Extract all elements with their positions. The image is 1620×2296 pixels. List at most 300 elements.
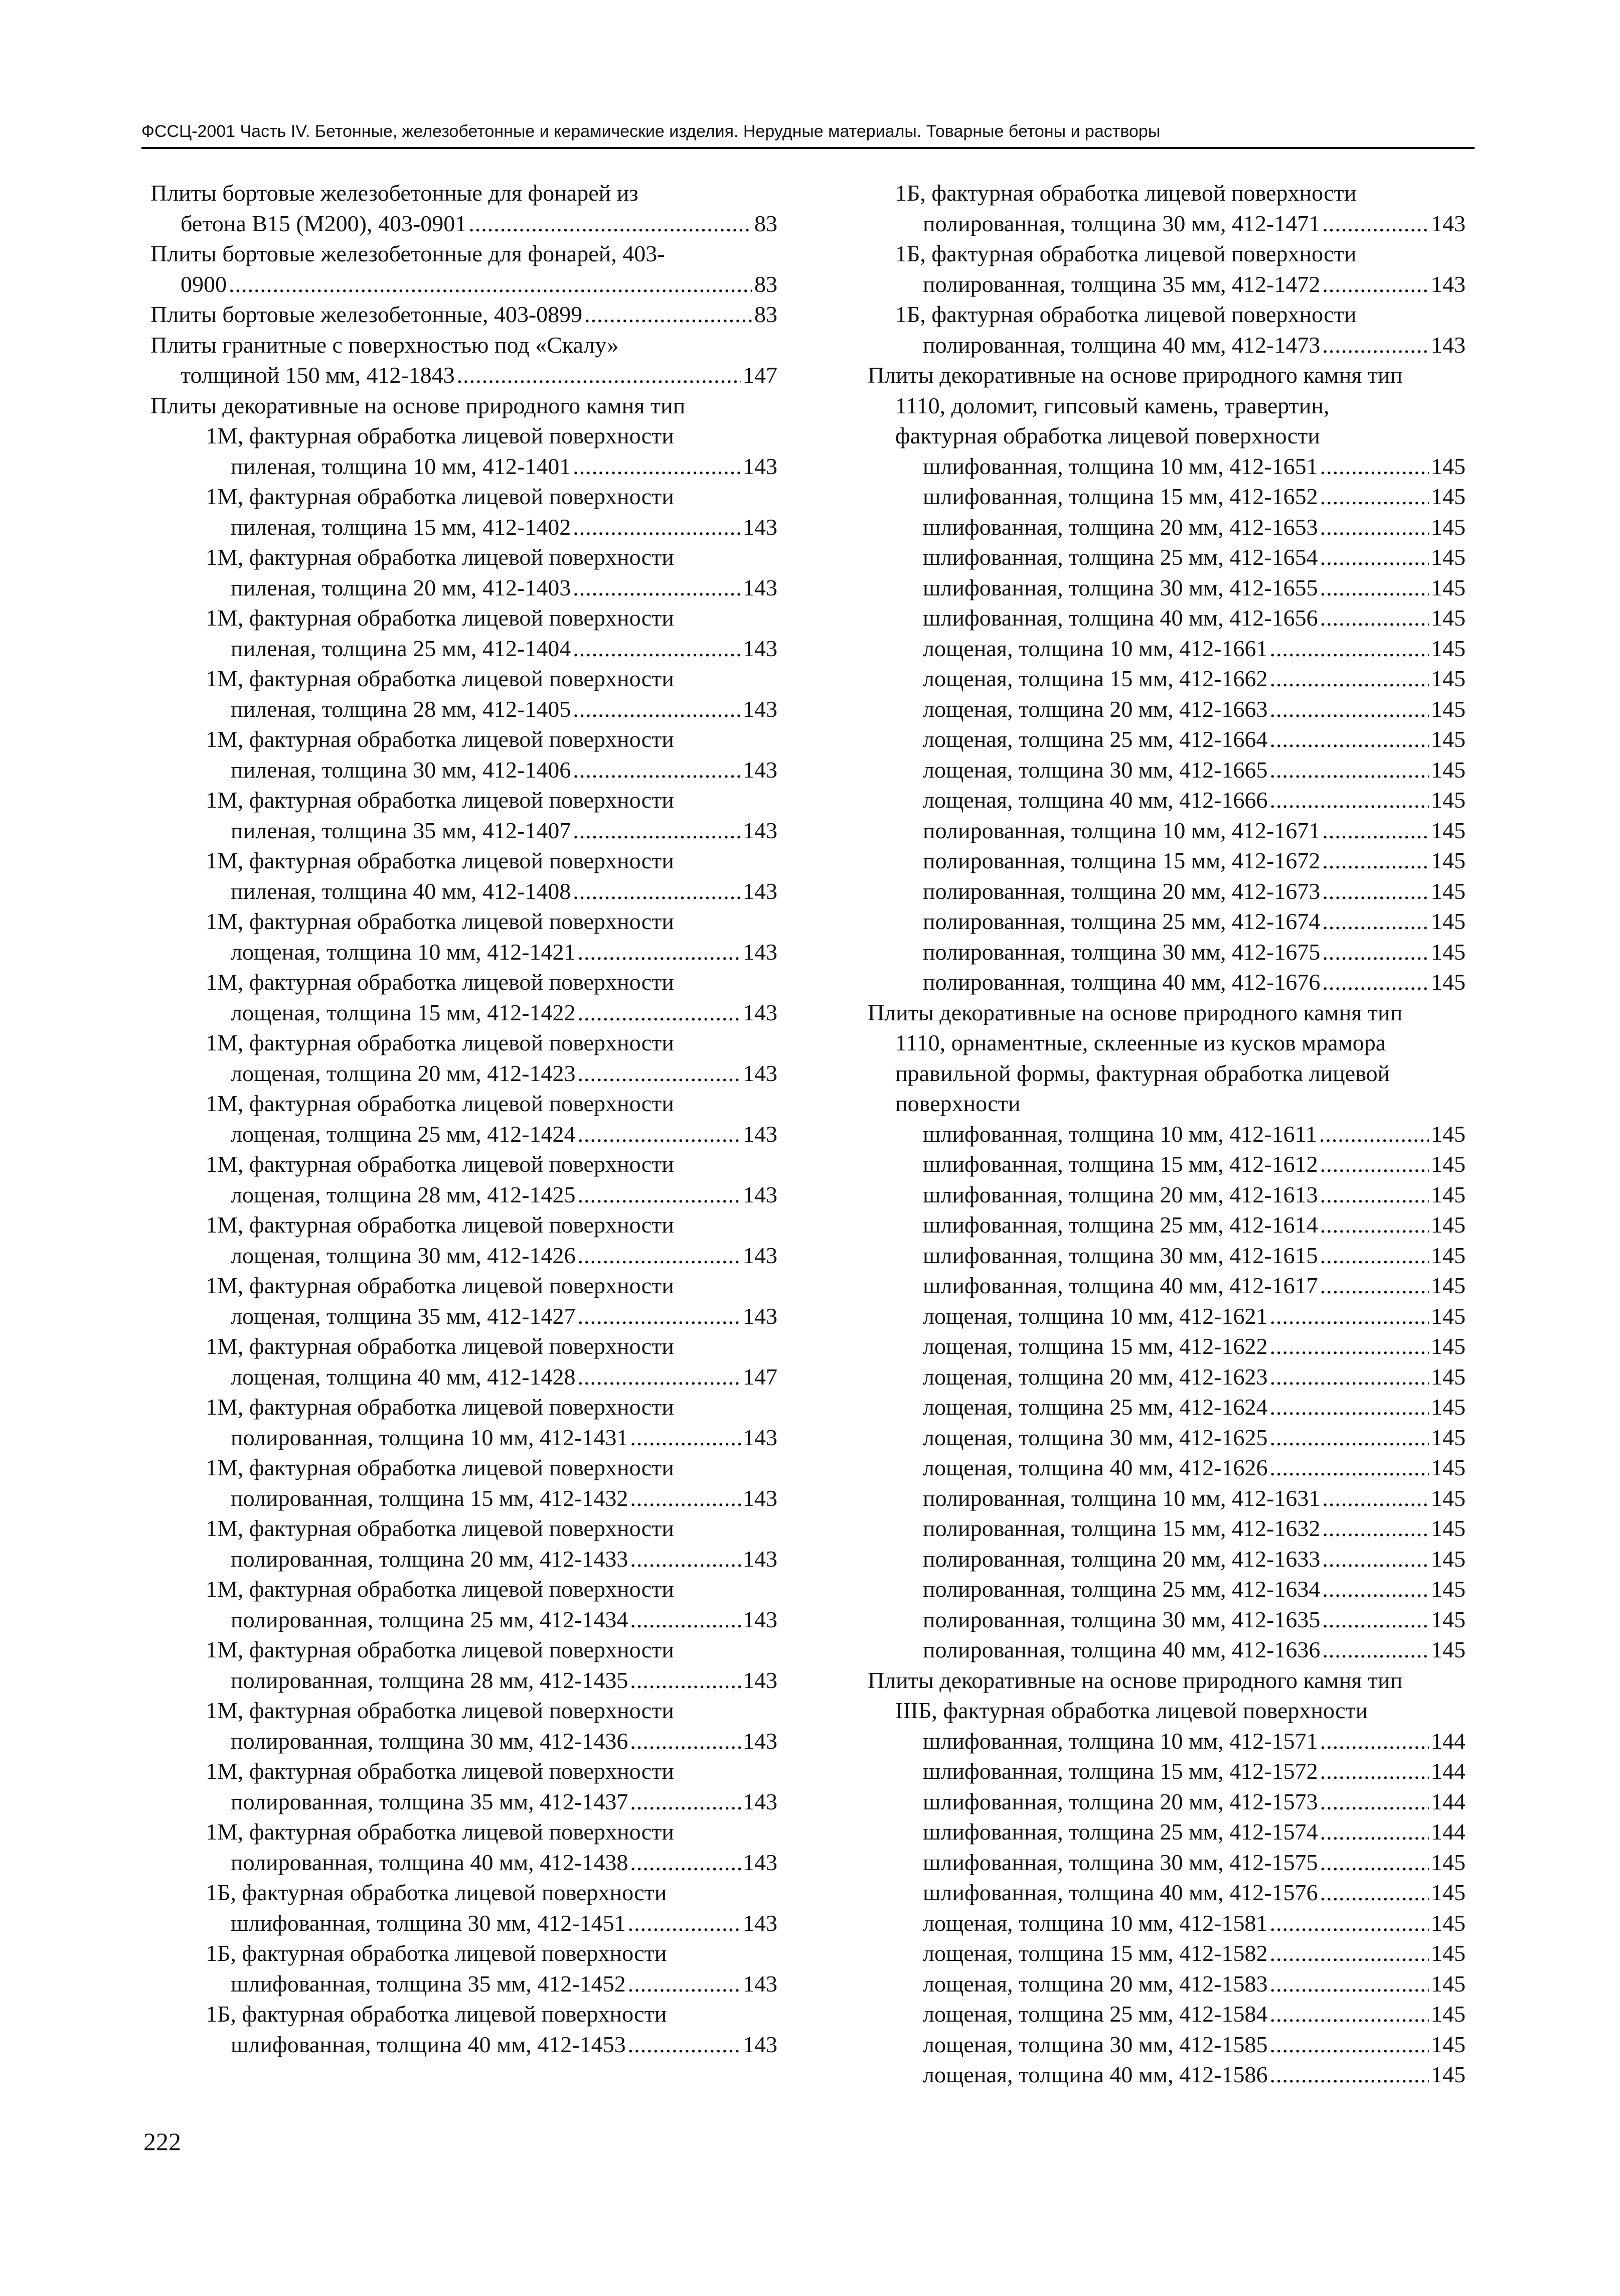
index-entry: фактурная обработка лицевой поверхности [895,423,1320,448]
entry-page-number: 143 [743,878,777,904]
dot-leader [468,209,752,239]
running-header: ФССЦ-2001 Часть IV. Бетонные, железобетонные и керамические изделия. Нерудные материалы. Товарные бетоны и растворы [141,122,1161,141]
index-entry [868,1483,1466,1514]
dot-leader [628,2030,741,2060]
dot-leader [1322,906,1429,937]
index-entry: 1М, фактурная обработка лицевой поверхности [206,848,674,873]
dot-leader [630,1848,741,1878]
entry-page-number: 145 [1431,696,1466,722]
entry-text: лощеная, толщина 30 мм, 412-1585 [923,2031,1268,2057]
entry-page-number: 145 [1431,1242,1466,1268]
dot-leader [1269,1331,1429,1362]
entry-page-number: 143 [1431,271,1466,297]
entry-text: лощеная, толщина 10 мм, 412-1621 [923,1303,1268,1329]
dot-leader [1269,2030,1429,2060]
entry-page-number: 145 [1431,2062,1466,2087]
index-entry [150,1969,777,2000]
index-entry: Плиты бортовые железобетонные для фонарей, 403- [150,241,665,266]
index-entry [868,1726,1466,1757]
index-entry: 1М, фактурная обработка лицевой поверхности [206,1455,674,1480]
index-entry [150,1605,777,1635]
dot-leader [573,634,741,664]
dot-leader [573,816,741,846]
index-entry [868,269,1466,300]
dot-leader [630,1544,741,1575]
entry-text: полированная, толщина 20 мм, 412-1633 [923,1546,1321,1572]
entry-text: пиленая, толщина 10 мм, 412-1401 [231,453,571,479]
index-entry [868,1999,1466,2030]
index-entry: 1Б, фактурная обработка лицевой поверхности [895,301,1357,327]
entry-page-number: 143 [743,1546,777,1572]
entry-text: шлифованная, толщина 40 мм, 412-1656 [923,605,1318,631]
dot-leader [1269,724,1429,755]
dot-leader [1269,694,1429,725]
index-entry [868,785,1466,816]
entry-text: шлифованная, толщина 40 мм, 412-1453 [231,2031,626,2057]
entry-page-number: 143 [743,1181,777,1207]
entry-text: лощеная, толщина 25 мм, 412-1424 [231,1121,576,1147]
index-entry [150,1544,777,1575]
entry-page-number: 143 [743,635,777,661]
entry-page-number: 143 [743,1303,777,1329]
dot-leader [1269,1392,1429,1423]
dot-leader [1320,1878,1429,1908]
entry-page-number: 83 [754,210,777,236]
index-entry [150,573,777,603]
index-entry [150,1058,777,1089]
entry-text: полированная, толщина 10 мм, 412-1631 [923,1485,1321,1511]
dot-leader [1269,2060,1429,2090]
index-entry [150,1848,777,1878]
entry-text: лощеная, толщина 15 мм, 412-1622 [923,1333,1268,1359]
index-entry [868,2060,1466,2090]
dot-leader [1319,1119,1429,1150]
entry-page-number: 143 [743,1242,777,1268]
entry-page-number: 145 [1431,1606,1466,1632]
entry-text: полированная, толщина 40 мм, 412-1676 [923,969,1321,995]
index-entry [150,1301,777,1332]
entry-page-number: 145 [1431,756,1466,783]
dot-leader [1320,1787,1429,1817]
index-entry [150,1241,777,1271]
entry-page-number: 144 [1431,1788,1466,1814]
entry-page-number: 145 [1431,908,1466,934]
entry-page-number: 143 [743,453,777,479]
index-entry [868,1574,1466,1605]
entry-page-number: 144 [1431,1758,1466,1784]
entry-page-number: 143 [743,1060,777,1086]
entry-page-number: 143 [743,1667,777,1693]
dot-leader [630,1423,741,1453]
dot-leader [1320,1726,1429,1757]
index-entry [868,1241,1466,1271]
entry-text: пиленая, толщина 15 мм, 412-1402 [231,514,571,540]
entry-page-number: 145 [1431,1910,1466,1936]
index-entry: 1М, фактурная обработка лицевой поверхности [206,1273,674,1298]
dot-leader [1322,846,1429,876]
entry-text: лощеная, толщина 40 мм, 412-1666 [923,787,1268,813]
entry-text: шлифованная, толщина 10 мм, 412-1611 [923,1121,1317,1147]
entry-text: лощеная, толщина 20 мм, 412-1583 [923,1970,1268,1997]
entry-page-number: 143 [1431,210,1466,236]
index-entry [868,1271,1466,1301]
index-entry: 1М, фактурная обработка лицевой поверхности [206,1515,674,1541]
entry-text: полированная, толщина 30 мм, 412-1635 [923,1606,1321,1632]
entry-page-number: 145 [1431,2031,1466,2057]
dot-leader [1320,1149,1429,1180]
index-entry [868,1180,1466,1210]
index-entry: 1М, фактурная обработка лицевой поверхности [206,787,674,813]
entry-text: шлифованная, толщина 25 мм, 412-1654 [923,544,1318,570]
entry-page-number: 145 [1431,1940,1466,1966]
index-entry [150,755,777,786]
index-entry: Плиты декоративные на основе природного камня тип [868,362,1403,388]
entry-text: полированная, толщина 25 мм, 412-1434 [231,1606,628,1632]
index-entry [150,269,777,300]
index-entry [868,1605,1466,1635]
entry-text: лощеная, толщина 25 мм, 412-1584 [923,2001,1268,2027]
dot-leader [630,1605,741,1635]
entry-text: полированная, толщина 10 мм, 412-1431 [231,1424,628,1450]
entry-text: пиленая, толщина 40 мм, 412-1408 [231,878,571,904]
entry-page-number: 143 [743,1910,777,1936]
dot-leader [1320,1180,1429,1210]
dot-leader [1322,816,1429,846]
entry-page-number: 83 [754,301,777,327]
entry-page-number: 143 [743,1424,777,1450]
dot-leader [1269,1999,1429,2030]
entry-page-number: 144 [1431,1819,1466,1845]
index-entry: 1Б, фактурная обработка лицевой поверхности [206,2001,667,2027]
index-entry: 1М, фактурная обработка лицевой поверхности [206,1212,674,1238]
entry-text: полированная, толщина 35 мм, 412-1437 [231,1788,628,1814]
index-entry [868,634,1466,664]
entry-page-number: 145 [1431,453,1466,479]
index-entry [868,967,1466,998]
entry-text: шлифованная, толщина 15 мм, 412-1572 [923,1758,1318,1784]
index-entry [868,330,1466,361]
dot-leader [1322,269,1429,300]
dot-leader [1322,1544,1429,1575]
entry-page-number: 144 [1431,1728,1466,1754]
dot-leader [229,269,752,300]
index-entry [868,1513,1466,1544]
dot-leader [1320,1848,1429,1878]
index-entry: 1М, фактурная обработка лицевой поверхности [206,1091,674,1116]
index-entry [150,1726,777,1757]
entry-text: полированная, толщина 10 мм, 412-1671 [923,817,1321,843]
entry-page-number: 145 [1431,1546,1466,1572]
entry-text: полированная, толщина 15 мм, 412-1672 [923,848,1321,873]
index-entry: 1М, фактурная обработка лицевой поверхности [206,544,674,570]
index-entry: 1М, фактурная обработка лицевой поверхности [206,666,674,691]
index-column-right [868,178,1466,2090]
entry-text: шлифованная, толщина 20 мм, 412-1573 [923,1788,1318,1814]
dot-leader [1322,967,1429,998]
index-entry [150,451,777,482]
index-entry: правильной формы, фактурная обработка лицевой [895,1060,1390,1086]
dot-leader [1320,482,1429,512]
entry-text: пиленая, толщина 28 мм, 412-1405 [231,696,571,722]
entry-text: пиленая, толщина 20 мм, 412-1403 [231,574,571,600]
index-entry [868,2030,1466,2060]
entry-page-number: 145 [1431,666,1466,691]
index-entry: 1Б, фактурная обработка лицевой поверхности [206,1940,667,1966]
index-entry [868,876,1466,907]
dot-leader [1269,1938,1429,1969]
entry-text: полированная, толщина 40 мм, 412-1438 [231,1849,628,1875]
entry-text: шлифованная, толщина 30 мм, 412-1655 [923,574,1318,600]
dot-leader [1320,1817,1429,1848]
index-entry [150,1362,777,1393]
index-entry [150,998,777,1028]
index-entry: 1М, фактурная обработка лицевой поверхности [206,484,674,509]
dot-leader [573,694,741,725]
index-entry [868,1787,1466,1817]
entry-text: полированная, толщина 30 мм, 412-1436 [231,1728,628,1754]
entry-page-number: 145 [1431,574,1466,600]
index-entry: 1Б, фактурная обработка лицевой поверхности [206,1880,667,1905]
entry-page-number: 145 [1431,1880,1466,1905]
index-entry: Плиты декоративные на основе природного камня тип [868,999,1403,1025]
dot-leader [1269,785,1429,816]
entry-text: лощеная, толщина 30 мм, 412-1426 [231,1242,576,1268]
index-entry [150,1665,777,1696]
entry-text: шлифованная, толщина 10 мм, 412-1651 [923,453,1318,479]
entry-text: лощеная, толщина 30 мм, 412-1665 [923,756,1268,783]
entry-text: лощеная, толщина 25 мм, 412-1624 [923,1394,1268,1420]
index-entry [868,512,1466,543]
entry-text: полированная, толщина 20 мм, 412-1673 [923,878,1321,904]
dot-leader [1322,209,1429,239]
header-rule [141,147,1475,149]
entry-page-number: 145 [1431,1363,1466,1390]
index-entry [150,634,777,664]
dot-leader [573,573,741,603]
entry-page-number: 145 [1431,1151,1466,1177]
index-entry [868,1938,1466,1969]
index-entry [868,1635,1466,1665]
entry-page-number: 143 [743,1970,777,1997]
dot-leader [573,755,741,786]
index-entry [150,512,777,543]
entry-text: лощеная, толщина 20 мм, 412-1423 [231,1060,576,1086]
index-entry [868,1756,1466,1787]
entry-text: полированная, толщина 15 мм, 412-1432 [231,1485,628,1511]
dot-leader [1322,1574,1429,1605]
entry-page-number: 145 [1431,1424,1466,1450]
dot-leader [1269,1969,1429,2000]
entry-text: лощеная, толщина 15 мм, 412-1422 [231,999,576,1025]
entry-text: лощеная, толщина 10 мм, 412-1581 [923,1910,1268,1936]
dot-leader [1269,634,1429,664]
entry-text: шлифованная, толщина 30 мм, 412-1451 [231,1910,626,1936]
entry-text: полированная, толщина 40 мм, 412-1636 [923,1637,1321,1662]
index-entry [868,1392,1466,1423]
dot-leader [1322,1635,1429,1665]
index-entry [868,1848,1466,1878]
entry-page-number: 145 [1431,1515,1466,1541]
dot-leader [577,1301,741,1332]
index-entry: 1110, орнаментные, склеенные из кусков мрамора [895,1030,1386,1055]
index-entry: Плиты декоративные на основе природного камня тип [868,1667,1403,1693]
entry-text: полированная, толщина 25 мм, 412-1634 [923,1576,1321,1602]
entry-page-number: 143 [743,514,777,540]
entry-text: шлифованная, толщина 30 мм, 412-1575 [923,1849,1318,1875]
dot-leader [1269,664,1429,694]
entry-page-number: 145 [1431,1637,1466,1662]
index-entry: 1М, фактурная обработка лицевой поверхности [206,1030,674,1055]
dot-leader [630,1726,741,1757]
dot-leader [577,1241,741,1271]
index-entry: 1М, фактурная обработка лицевой поверхности [206,1333,674,1359]
dot-leader [1322,1483,1429,1514]
dot-leader [577,1119,741,1150]
index-entry [868,1544,1466,1575]
entry-text: шлифованная, толщина 30 мм, 412-1615 [923,1242,1318,1268]
entry-page-number: 145 [1431,1212,1466,1238]
dot-leader [577,998,741,1028]
entry-text: шлифованная, толщина 20 мм, 412-1653 [923,514,1318,540]
entry-text: пиленая, толщина 25 мм, 412-1404 [231,635,571,661]
dot-leader [577,937,741,968]
index-entry: 1М, фактурная обработка лицевой поверхности [206,1576,674,1602]
entry-page-number: 147 [743,1363,777,1390]
index-entry: Плиты бортовые железобетонные для фонарей из [150,180,638,206]
index-entry [868,1817,1466,1848]
entry-page-number: 145 [1431,635,1466,661]
index-entry: 1Б, фактурная обработка лицевой поверхности [895,180,1357,206]
entry-page-number: 145 [1431,787,1466,813]
index-entry: 1М, фактурная обработка лицевой поверхности [206,1394,674,1420]
entry-text: полированная, толщина 40 мм, 412-1473 [923,332,1321,358]
index-entry [868,1453,1466,1483]
dot-leader [1320,573,1429,603]
index-entry: Плиты гранитные с поверхностью под «Скалу» [150,332,619,358]
entry-text: полированная, толщина 30 мм, 412-1471 [923,210,1321,236]
entry-page-number: 147 [743,362,777,388]
index-entry [868,664,1466,694]
entry-text: шлифованная, толщина 25 мм, 412-1614 [923,1212,1318,1238]
index-entry: 1М, фактурная обработка лицевой поверхности [206,726,674,752]
index-entry [150,937,777,968]
entry-page-number: 145 [1431,1970,1466,1997]
index-entry: 1М, фактурная обработка лицевой поверхности [206,1698,674,1723]
entry-page-number: 145 [1431,1485,1466,1511]
index-entry: 1М, фактурная обработка лицевой поверхности [206,908,674,934]
entry-page-number: 145 [1431,514,1466,540]
entry-text: бетона В15 (М200), 403-0901 [181,210,467,236]
entry-text: шлифованная, толщина 20 мм, 412-1613 [923,1181,1318,1207]
index-entry [868,209,1466,239]
dot-leader [628,1969,741,2000]
index-entry [868,724,1466,755]
entry-text: лощеная, толщина 25 мм, 412-1664 [923,726,1268,752]
entry-text: шлифованная, толщина 15 мм, 412-1612 [923,1151,1318,1177]
index-entry [868,1423,1466,1453]
dot-leader [573,876,741,907]
index-entry [150,816,777,846]
entry-page-number: 83 [754,271,777,297]
index-entry [150,2030,777,2060]
entry-page-number: 145 [1431,484,1466,509]
entry-text: толщиной 150 мм, 412-1843 [181,362,455,388]
dot-leader [577,1362,741,1393]
dot-leader [1269,755,1429,786]
dot-leader [1322,1513,1429,1544]
entry-text: шлифованная, толщина 35 мм, 412-1452 [231,1970,626,1997]
index-entry [868,1362,1466,1393]
index-entry [868,1908,1466,1939]
entry-text: шлифованная, толщина 40 мм, 412-1617 [923,1273,1318,1298]
dot-leader [1320,542,1429,573]
dot-leader [630,1483,741,1514]
index-entry [868,1119,1466,1150]
dot-leader [1320,1210,1429,1241]
entry-page-number: 143 [743,1788,777,1814]
index-entry [868,1149,1466,1180]
index-entry [150,1483,777,1514]
entry-page-number: 143 [743,817,777,843]
entry-page-number: 145 [1431,1333,1466,1359]
entry-page-number: 143 [743,1121,777,1147]
entry-page-number: 145 [1431,1303,1466,1329]
entry-page-number: 145 [1431,1181,1466,1207]
index-entry: 1М, фактурная обработка лицевой поверхности [206,1637,674,1662]
index-entry [868,1878,1466,1908]
index-entry [868,482,1466,512]
dot-leader [573,451,741,482]
index-entry [150,1908,777,1939]
entry-text: лощеная, толщина 15 мм, 412-1662 [923,666,1268,691]
index-entry [868,694,1466,725]
entry-text: лощеная, толщина 20 мм, 412-1623 [923,1363,1268,1390]
entry-text: лощеная, толщина 40 мм, 412-1626 [923,1455,1268,1480]
index-entry [150,876,777,907]
entry-page-number: 145 [1431,544,1466,570]
index-entry [868,937,1466,968]
index-entry [868,755,1466,786]
dot-leader [1320,1271,1429,1301]
entry-text: лощеная, толщина 40 мм, 412-1428 [231,1363,576,1390]
index-entry [868,603,1466,634]
entry-text: пиленая, толщина 30 мм, 412-1406 [231,756,571,783]
entry-text: полированная, толщина 20 мм, 412-1433 [231,1546,628,1572]
entry-text: лощеная, толщина 30 мм, 412-1625 [923,1424,1268,1450]
dot-leader [584,299,752,330]
entry-text: 0900 [181,271,227,297]
entry-text: лощеная, толщина 40 мм, 412-1586 [923,2062,1268,2087]
entry-text: полированная, толщина 15 мм, 412-1632 [923,1515,1321,1541]
entry-page-number: 143 [743,1606,777,1632]
entry-text: лощеная, толщина 10 мм, 412-1661 [923,635,1268,661]
index-entry [868,1331,1466,1362]
entry-page-number: 145 [1431,878,1466,904]
dot-leader [1269,1362,1429,1393]
dot-leader [1322,937,1429,968]
index-entry [150,1423,777,1453]
entry-page-number: 143 [743,756,777,783]
dot-leader [577,1058,741,1089]
entry-text: полированная, толщина 30 мм, 412-1675 [923,939,1321,965]
index-column-left [150,178,777,2060]
dot-leader [1320,603,1429,634]
entry-page-number: 145 [1431,939,1466,965]
entry-text: лощеная, толщина 15 мм, 412-1582 [923,1940,1268,1966]
index-entry [150,1180,777,1210]
entry-text: полированная, толщина 28 мм, 412-1435 [231,1667,628,1693]
index-entry [868,816,1466,846]
